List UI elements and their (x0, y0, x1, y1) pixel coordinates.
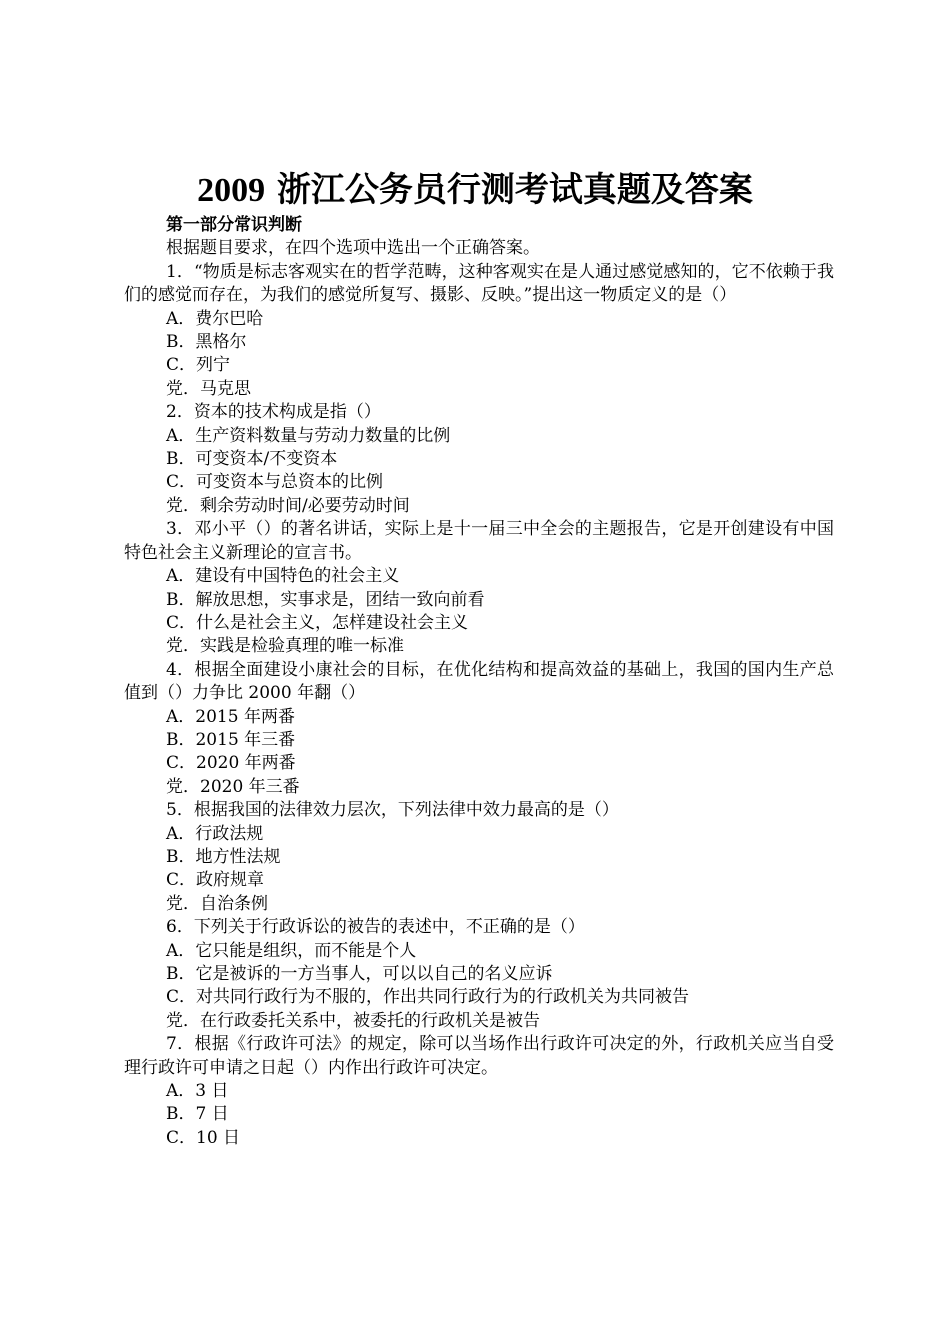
question-option: 党．自治条例 (166, 893, 268, 914)
question-option: B．地方性法规 (166, 846, 281, 867)
question-option: A．生产资料数量与劳动力数量的比例 (166, 425, 451, 446)
question-option: 党．实践是检验真理的唯一标准 (166, 636, 404, 657)
question-option: B．它是被诉的一方当事人，可以以自己的名义应诉 (166, 964, 553, 984)
question-option: C．2020 年两番 (166, 753, 296, 774)
section-heading: 第一部分常识判断 (166, 215, 302, 235)
question-option: B．2015 年三番 (166, 729, 296, 750)
question-option: 党．在行政委托关系中，被委托的行政机关是被告 (166, 1010, 540, 1031)
question-stem: 6．下列关于行政诉讼的被告的表述中，不正确的是（） (166, 917, 585, 938)
title-text: 浙江公务员行测考试真题及答案 (276, 170, 753, 210)
question-option: A．费尔巴哈 (166, 308, 264, 329)
question-option: B．黑格尔 (166, 332, 247, 353)
question-stem: 2．资本的技术构成是指（） (166, 402, 381, 423)
document-body (124, 214, 834, 1150)
instruction-text: 根据题目要求，在四个选项中选出一个正确答案。 (166, 238, 540, 259)
question-stem: 3．邓小平（）的著名讲话，实际上是十一届三中全会的主题报告，它是开创建设有中国特色社会主义新理论的宣言书。 (124, 519, 834, 563)
question-option: 党．剩余劳动时间/必要劳动时间 (166, 495, 410, 516)
question-option: B．7 日 (166, 1104, 229, 1125)
question-stem: 5．根据我国的法律效力层次，下列法律中效力最高的是（） (166, 800, 619, 821)
question-option: C．10 日 (166, 1127, 241, 1148)
question-option: C．对共同行政行为不服的，作出共同行政行为的行政机关为共同被告 (166, 987, 690, 1008)
question-option: A．建设有中国特色的社会主义 (166, 566, 400, 587)
question-option: A．2015 年两番 (166, 706, 295, 727)
title-year: 2009 (197, 172, 266, 209)
question-option: C．什么是社会主义，怎样建设社会主义 (166, 612, 469, 633)
question-option: B．可变资本/不变资本 (166, 449, 338, 470)
question-option: 党．马克思 (166, 378, 251, 399)
question-option: B．解放思想，实事求是，团结一致向前看 (166, 589, 485, 610)
question-option: 党．2020 年三番 (166, 776, 300, 797)
question-option: A．它只能是组织，而不能是个人 (166, 940, 417, 961)
question-option: A．3 日 (166, 1081, 229, 1102)
document-title (0, 168, 950, 213)
question-option: C．政府规章 (166, 870, 265, 891)
question-stem: 1．“物质是标志客观实在的哲学范畴，这种客观实在是人通过感觉感知的，它不依赖于我们的感觉而存在，为我们的感觉所复写、摄影、反映。”提出这一物质定义的是（） (124, 261, 834, 306)
question-option: C．列宁 (166, 355, 231, 376)
question-option: C．可变资本与总资本的比例 (166, 472, 384, 493)
question-option: A．行政法规 (166, 823, 264, 844)
question-stem: 4．根据全面建设小康社会的目标，在优化结构和提高效益的基础上，我国的国内生产总值到（）力争比 2000 年翻（） (124, 659, 834, 704)
question-stem: 7．根据《行政许可法》的规定，除可以当场作出行政许可决定的外，行政机关应当自受理行政许可申请之日起（）内作出行政许可决定。 (124, 1034, 834, 1078)
